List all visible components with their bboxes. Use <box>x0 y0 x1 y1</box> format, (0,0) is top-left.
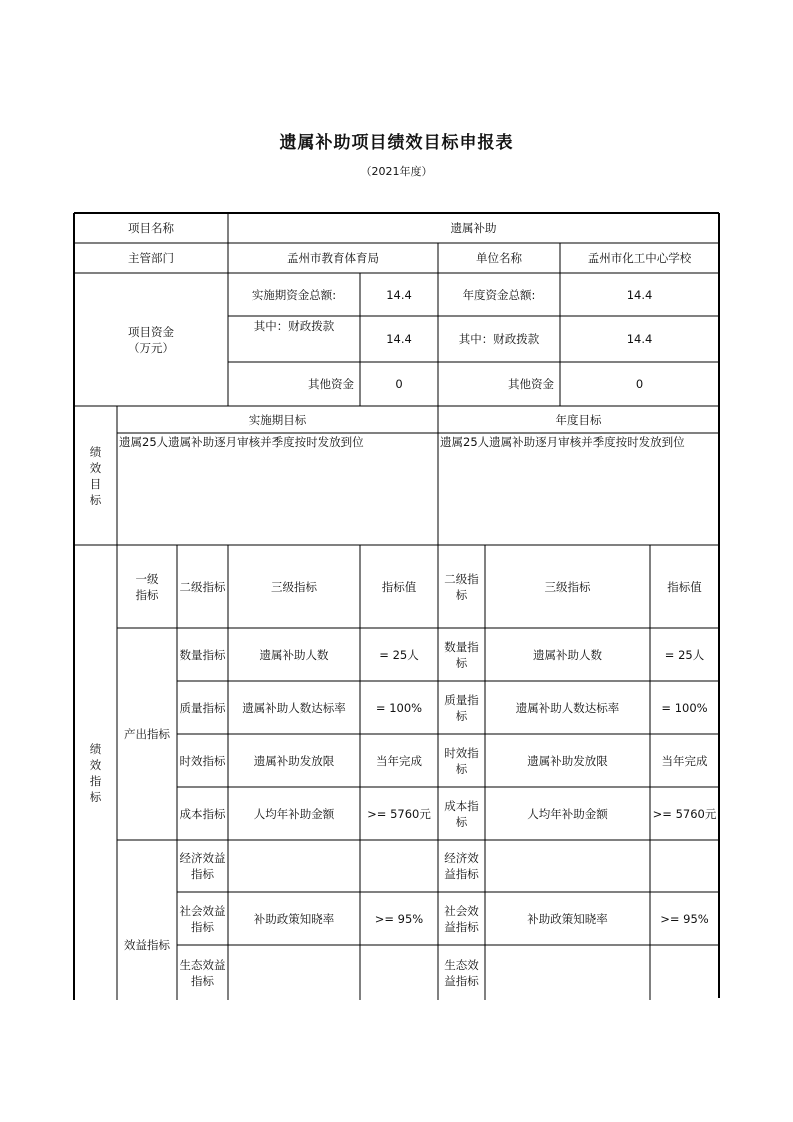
col-level2-annual-header: 二级指 标 <box>444 571 479 602</box>
period-goal-text: 遗属25人遗属补助逐月审核并季度按时发放到位 <box>119 435 364 449</box>
period-other-value: 0 <box>395 377 403 391</box>
project-name-label: 项目名称 <box>128 221 174 235</box>
indicators-side-label: 绩 效 指 标 <box>89 741 102 804</box>
output-row-l2: 质量指标 <box>179 700 226 715</box>
output-row-value: >= 5760元 <box>367 806 431 821</box>
output-row-l3: 遗属补助人数 <box>259 647 329 662</box>
output-row-value: = 100% <box>375 700 423 715</box>
output-row-l3-annual: 人均年补助金额 <box>527 806 608 821</box>
unit-value: 孟州市化工中心学校 <box>587 251 692 265</box>
benefit-row-value <box>360 840 438 892</box>
output-row-l2-annual: 时效指 标 <box>444 745 479 776</box>
output-row-l2: 数量指标 <box>179 647 226 662</box>
benefit-row-l3-annual: 补助政策知晓率 <box>527 911 608 926</box>
page-subtitle: （2021年度） <box>360 165 433 178</box>
benefit-row-value: >= 95% <box>374 911 424 926</box>
period-fiscal-value: 14.4 <box>386 332 412 346</box>
annual-fiscal-value: 14.4 <box>626 332 653 346</box>
benefit-row-l3-annual <box>485 840 650 892</box>
output-row-l3: 遗属补助人数达标率 <box>242 700 346 715</box>
output-row-l3: 遗属补助发放限 <box>253 753 335 768</box>
period-goal-header: 实施期目标 <box>248 412 307 427</box>
col-level3-annual-header: 三级指标 <box>544 579 591 594</box>
output-indicators-label: 产出指标 <box>124 727 170 741</box>
output-row-l3-annual: 遗属补助人数达标率 <box>515 700 620 715</box>
benefit-row-l2: 生态效益 指标 <box>179 957 226 988</box>
output-row-value-annual: >= 5760元 <box>652 806 717 821</box>
benefit-row-l2-annual: 社会效 益指标 <box>444 903 479 934</box>
dept-value: 孟州市教育体育局 <box>287 251 379 265</box>
goals-side-label: 绩 效 目 标 <box>89 444 102 507</box>
output-row-l2-annual: 质量指 标 <box>444 692 479 723</box>
benefit-row-value-annual <box>650 945 719 1000</box>
benefit-row-l2-annual: 生态效 益指标 <box>444 957 479 988</box>
page-title: 遗属补助项目绩效目标申报表 <box>279 133 514 153</box>
col-level3-header: 三级指标 <box>271 579 317 594</box>
output-row-value-annual: 当年完成 <box>661 753 708 768</box>
benefit-indicators-label: 效益指标 <box>124 938 170 952</box>
output-row-value: = 25人 <box>379 647 419 662</box>
annual-goal-header: 年度目标 <box>555 412 602 427</box>
output-row-l2-annual: 数量指 标 <box>444 639 479 670</box>
output-row-value: 当年完成 <box>376 753 422 768</box>
benefit-row-value <box>360 945 438 1000</box>
annual-total-value: 14.4 <box>626 287 653 302</box>
benefit-row-l2: 社会效益 指标 <box>179 903 226 934</box>
output-row-value-annual: = 100% <box>661 700 708 715</box>
dept-label: 主管部门 <box>128 251 174 265</box>
benefit-row-l3 <box>228 840 360 892</box>
benefit-row-l2: 经济效益 指标 <box>179 851 226 881</box>
col-level1-header: 一级 指标 <box>135 571 159 602</box>
period-fiscal-label: 其中：财政拨款 <box>253 319 335 333</box>
unit-label: 单位名称 <box>476 251 522 265</box>
col-value-annual-header: 指标值 <box>667 579 702 594</box>
output-row-l2-annual: 成本指 标 <box>444 798 479 829</box>
output-row-value-annual: = 25人 <box>664 647 705 662</box>
annual-goal-text: 遗属25人遗属补助逐月审核并季度按时发放到位 <box>440 435 685 449</box>
output-row-l3-annual: 遗属补助发放限 <box>527 753 608 768</box>
period-other-label: 其他资金 <box>308 377 354 391</box>
output-row-l3: 人均年补助金额 <box>253 806 335 821</box>
output-row-l2: 成本指标 <box>179 806 226 821</box>
benefit-row-l2-annual: 经济效 益指标 <box>444 851 479 881</box>
annual-other-value: 0 <box>635 377 644 391</box>
period-total-label: 实施期资金总额: <box>251 287 337 302</box>
benefit-row-l3: 补助政策知晓率 <box>253 911 335 926</box>
benefit-row-value-annual <box>650 840 719 892</box>
output-row-l2: 时效指标 <box>179 753 226 768</box>
period-total-value: 14.4 <box>386 287 412 302</box>
annual-fiscal-label: 其中：财政拨款 <box>458 332 540 346</box>
col-level2-header: 二级指标 <box>179 579 226 594</box>
output-row-l3-annual: 遗属补助人数 <box>533 647 602 662</box>
benefit-row-value-annual: >= 95% <box>660 911 709 926</box>
benefit-row-l3-annual <box>485 945 650 1000</box>
benefit-row-l3 <box>228 945 360 1000</box>
project-name-value: 遗属补助 <box>450 221 497 235</box>
annual-other-label: 其他资金 <box>508 377 554 391</box>
col-value-header: 指标值 <box>381 579 417 594</box>
annual-total-label: 年度资金总额: <box>462 287 536 302</box>
funds-label: 项目资金 （万元） <box>128 324 174 355</box>
